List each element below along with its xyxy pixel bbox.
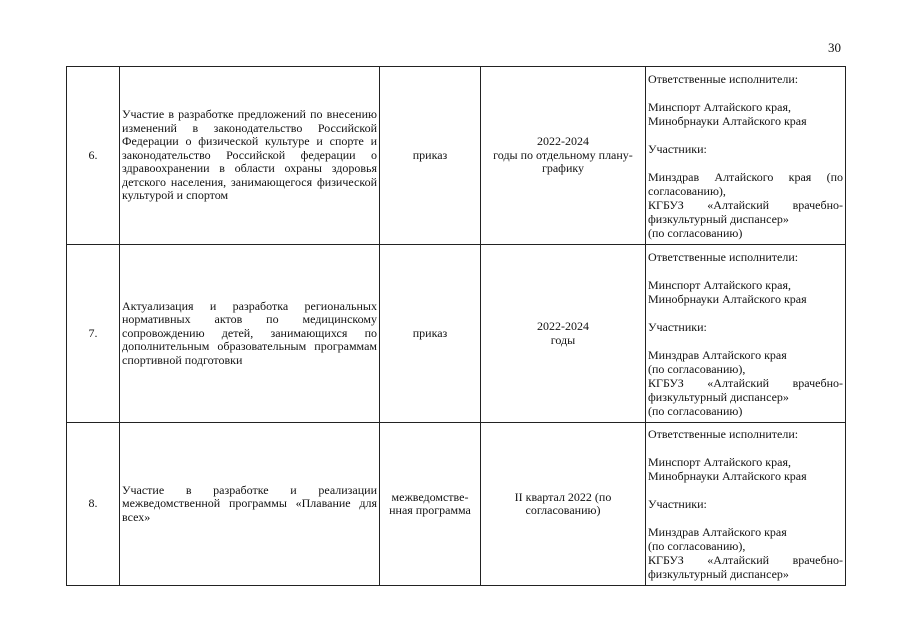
deadline: 2022-2024 годы по отдельному плану- графику — [481, 67, 646, 245]
document-form: межведомстве- нная программа — [380, 423, 481, 586]
responsible-title: Ответственные исполнители: — [648, 427, 799, 441]
responsible-executors: Ответственные исполнители: Минспорт Алтайского края, Минобрнауки Алтайского края Участники: Минздрав Алтайского края (по согласованию), КГБУЗ «Алтайский врачебно- физкультурный диспансер» (по согласованию) — [646, 245, 846, 423]
table-row — [67, 245, 846, 423]
responsible-executors: Ответственные исполнители: Минспорт Алтайского края, Минобрнауки Алтайского края Участники: Минздрав Алтайского края (по согласованию), КГБУЗ «Алтайский врачебно- физкультурный диспансер» — [646, 423, 846, 586]
participants-title: Участники: — [648, 497, 707, 511]
activity-name: Участие в разработке предложений по внесению изменений в законодательство Российской Федерации о физической культуре и спорте и законодательство Российской федерации о здравоохранении в области охраны здоровья детского населения, занимающегося физической культурой и спортом — [120, 67, 380, 245]
page-number: 30 — [828, 40, 841, 55]
activity-name: Актуализация и разработка региональных нормативных актов по медицинскому сопровождению детей, занимающихся по дополнительным образовательным программам спортивной подготовки — [120, 245, 380, 423]
responsible-title: Ответственные исполнители: — [648, 249, 799, 264]
table-row — [67, 67, 846, 245]
table-row — [67, 423, 846, 586]
participants-title: Участники: — [648, 141, 707, 156]
deadline: II квартал 2022 (по согласованию) — [481, 423, 646, 586]
row-number: 8. — [67, 423, 120, 586]
row-number: 7. — [67, 245, 120, 423]
activity-name: Участие в разработке и реализации межведомственной программы «Плавание для всех» — [120, 423, 380, 586]
row-number: 6. — [67, 67, 120, 245]
activities-table — [66, 66, 846, 586]
responsible-executors: Ответственные исполнители: Минспорт Алтайского края, Минобрнауки Алтайского края Участники: Минздрав Алтайского края (по согласованию), КГБУЗ «Алтайский врачебно- физкультурный диспансер» (по согласованию) — [646, 67, 846, 245]
participants-title: Участники: — [648, 319, 707, 334]
document-form: приказ — [380, 67, 481, 245]
document-form: приказ — [380, 245, 481, 423]
deadline: 2022-2024 годы — [481, 245, 646, 423]
responsible-title: Ответственные исполнители: — [648, 71, 799, 86]
